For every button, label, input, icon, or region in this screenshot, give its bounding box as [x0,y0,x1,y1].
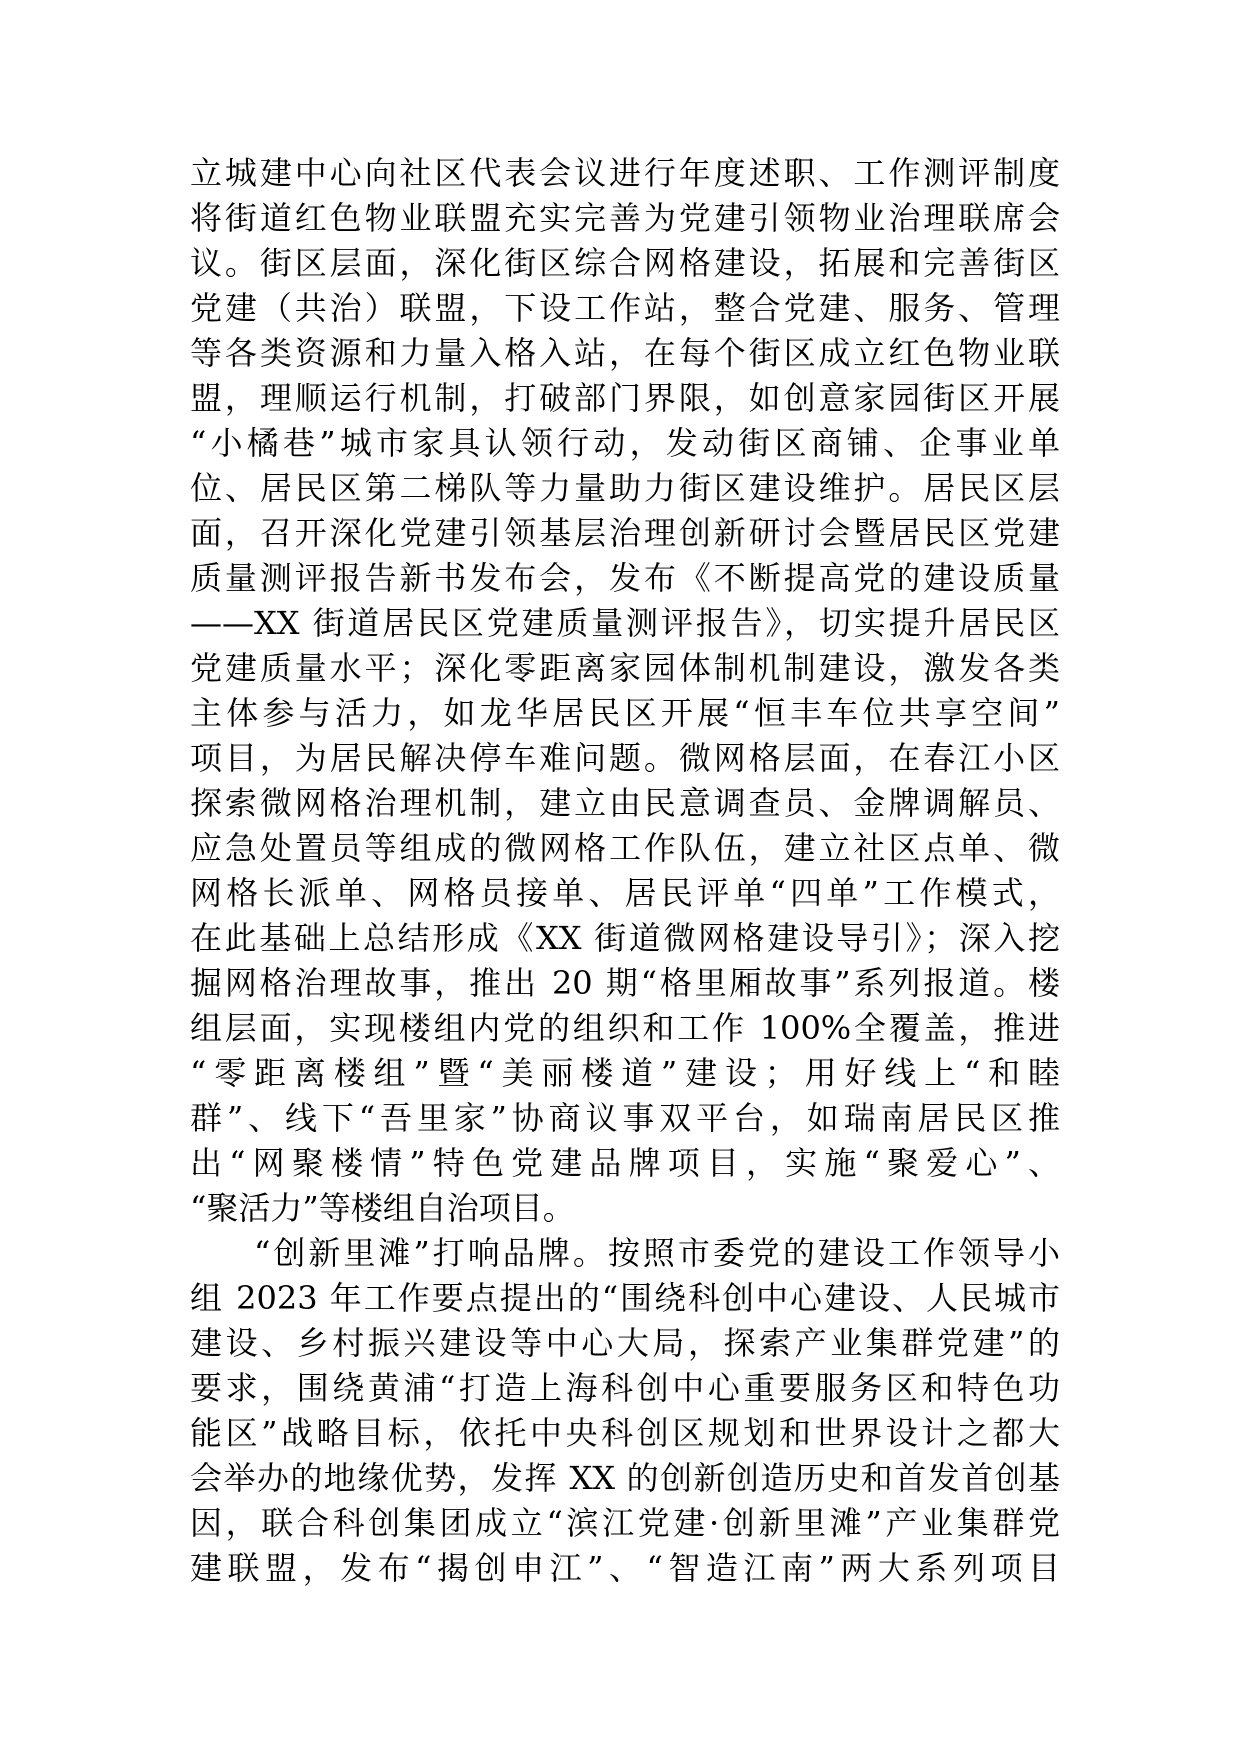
text-line: 出“网聚楼情”特色党建品牌项目，实施“聚爱心”、 [190,1144,1060,1182]
text-line: 组 2023 年工作要点提出的“围绕科创中心建设、人民城市 [190,1279,1060,1317]
text-line: 项目，为居民解决停车难问题。微网格层面，在春江小区 [190,739,1060,777]
text-line: 立城建中心向社区代表会议进行年度述职、工作测评制度 [190,154,1060,192]
text-line: 建联盟，发布“揭创申江”、“智造江南”两大系列项目 [190,1549,1060,1587]
text-line: “小橘巷”城市家具认领行动，发动街区商铺、企事业单 [190,424,1060,462]
text-line: 面，召开深化党建引领基层治理创新研讨会暨居民区党建 [190,514,1060,552]
text-line: 因，联合科创集团成立“滨江党建·创新里滩”产业集群党 [190,1504,1060,1542]
text-line: 网格长派单、网格员接单、居民评单“四单”工作模式， [190,874,1060,912]
text-line: 等各类资源和力量入格入站，在每个街区成立红色物业联 [190,334,1060,372]
text-line: 在此基础上总结形成《XX 街道微网格建设导引》；深入挖 [190,919,1060,957]
text-line: 能区”战略目标，依托中央科创区规划和世界设计之都大 [190,1414,1060,1452]
text-line: 掘网格治理故事，推出 20 期“格里厢故事”系列报道。楼 [190,964,1060,1002]
text-line: 质量测评报告新书发布会，发布《不断提高党的建设质量 [190,559,1060,597]
text-line: 组层面，实现楼组内党的组织和工作 100%全覆盖，推进 [190,1009,1060,1047]
text-line: “零距离楼组”暨“美丽楼道”建设；用好线上“和睦 [190,1054,1060,1092]
text-line: 建设、乡村振兴建设等中心大局，探索产业集群党建”的 [190,1324,1060,1362]
text-line: 盟，理顺运行机制，打破部门界限，如创意家园街区开展 [190,379,1060,417]
text-line: 党建质量水平；深化零距离家园体制机制建设，激发各类 [190,649,1060,687]
text-line: 位、居民区第二梯队等力量助力街区建设维护。居民区层 [190,469,1060,507]
text-line: 议。街区层面，深化街区综合网格建设，拓展和完善街区 [190,244,1060,282]
text-line: 应急处置员等组成的微网格工作队伍，建立社区点单、微 [190,829,1060,867]
text-line: 会举办的地缘优势，发挥 XX 的创新创造历史和首发首创基 [190,1459,1060,1497]
text-line: 将街道红色物业联盟充实完善为党建引领物业治理联席会 [190,199,1060,237]
text-line: 要求，围绕黄浦“打造上海科创中心重要服务区和特色功 [190,1369,1060,1407]
text-line: ——XX 街道居民区党建质量测评报告》，切实提升居民区 [190,604,1060,642]
paragraph-end-line: “聚活力”等楼组自治项目。 [190,1189,575,1227]
body-text [190,151,1060,1591]
text-line: 群”、线下“吾里家”协商议事双平台，如瑞南居民区推 [190,1099,1060,1137]
text-line: 探索微网格治理机制，建立由民意调查员、金牌调解员、 [190,784,1060,822]
text-line: 主体参与活力，如龙华居民区开展“恒丰车位共享空间” [190,694,1060,732]
paragraph-start-line: “创新里滩”打响品牌。按照市委党的建设工作领导小 [254,1234,1060,1272]
text-line: 党建（共治）联盟，下设工作站，整合党建、服务、管理 [190,289,1060,327]
